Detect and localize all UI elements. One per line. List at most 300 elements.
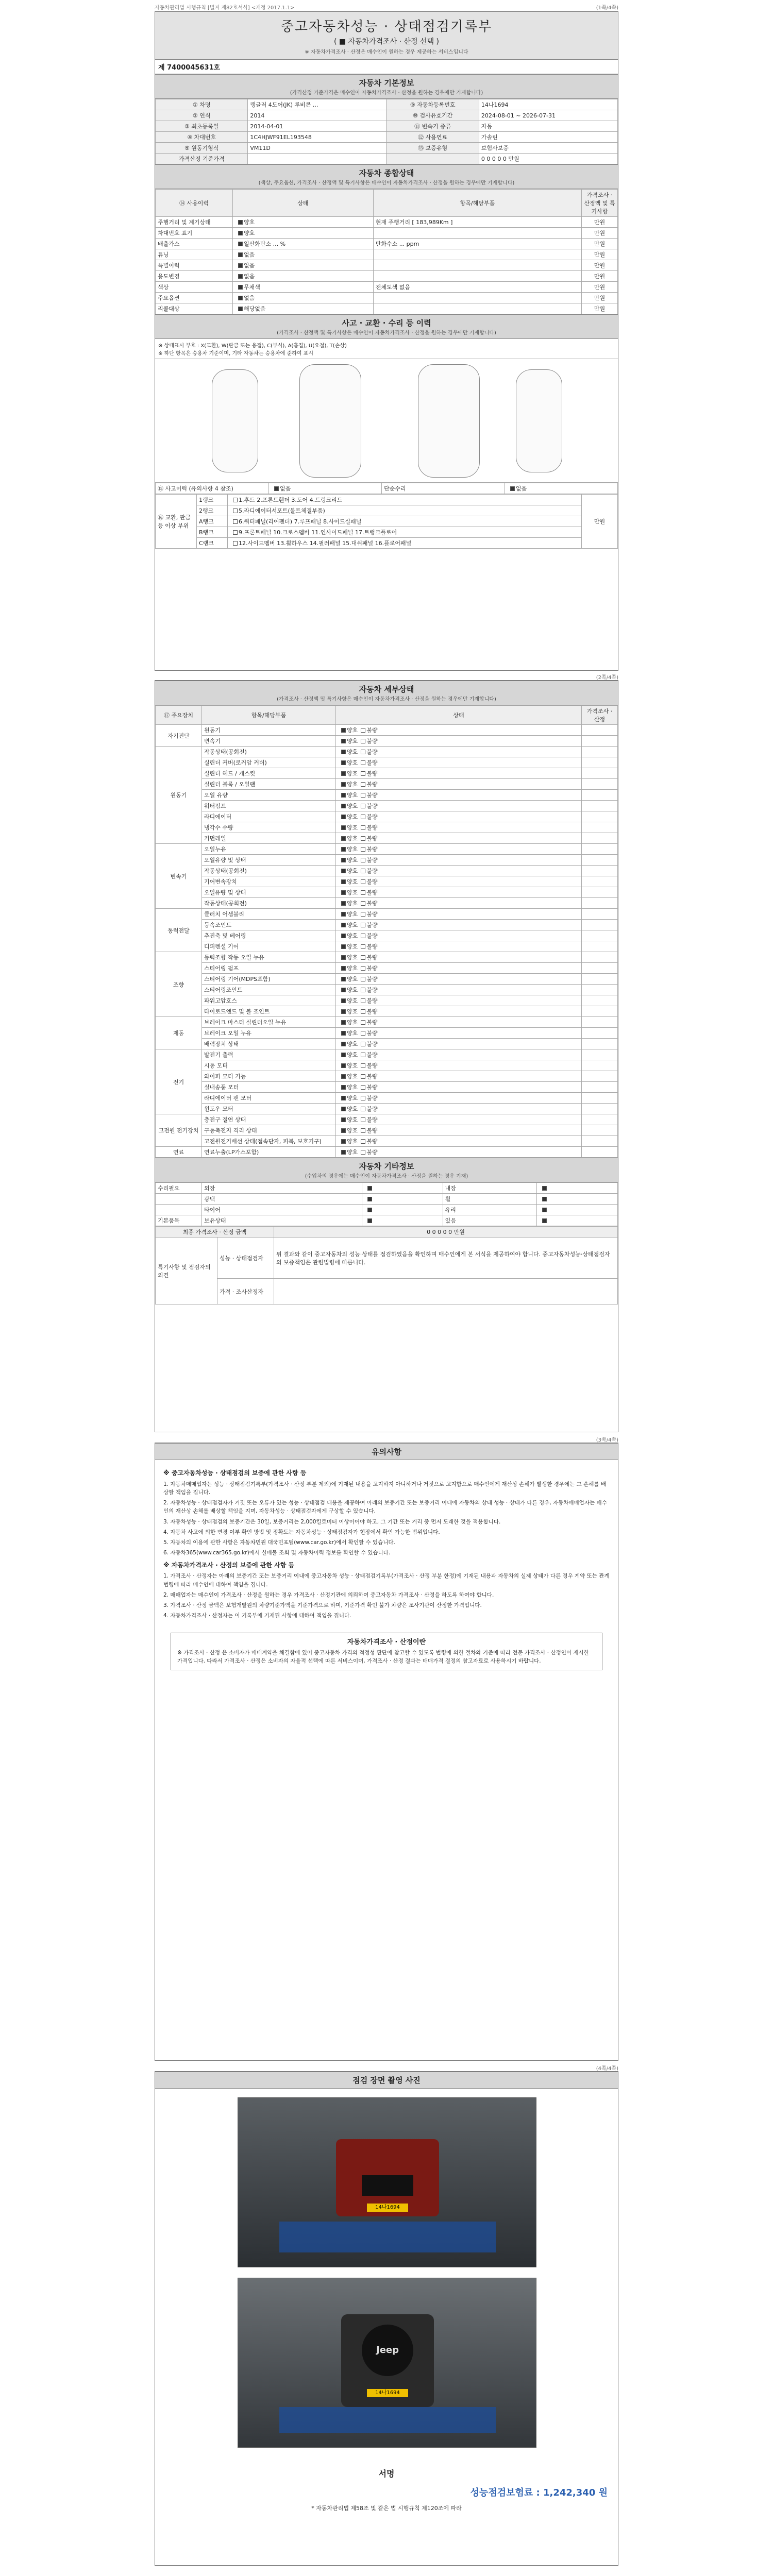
accident-history-label: ⑮ 사고이력 (유의사항 4 참조) <box>156 483 269 494</box>
rank-items-text: 6.쿼터패널(리어펜더) 7.루프패널 8.사이드실패널 <box>239 518 362 525</box>
detail-row <box>156 725 618 736</box>
checkbox-icon[interactable] <box>233 498 238 502</box>
other-info-cell: 있음 <box>443 1215 537 1226</box>
legal-footnote: * 자동차관리법 제58조 및 같은 법 시행규칙 제120조에 따라 <box>311 2505 462 2512</box>
general-status-cell <box>233 249 374 260</box>
detail-item: 실린더 커버(로커암 커버) <box>202 757 336 768</box>
state-label: 불량 <box>366 1095 378 1101</box>
checkbox-icon[interactable] <box>361 1009 365 1014</box>
detail-item: 브레이크 오일 누유 <box>202 1028 336 1039</box>
other-info-state <box>537 1205 618 1215</box>
page-indicator-4: (4쪽/4쪽) <box>596 2066 618 2072</box>
state-label: 양호 <box>347 889 358 896</box>
checkbox-icon[interactable] <box>367 1208 372 1212</box>
rank-row <box>156 516 618 527</box>
detail-header <box>155 681 618 705</box>
signature-block <box>155 2463 618 2515</box>
basic-info-label: ③ 최초등록일 <box>156 121 248 132</box>
checkbox-icon[interactable] <box>542 1197 547 1201</box>
detail-state <box>336 887 582 898</box>
document-header <box>155 12 618 60</box>
rank-row <box>156 527 618 538</box>
checkbox-icon[interactable] <box>367 1197 372 1201</box>
detail-group: 조향 <box>156 952 202 1017</box>
checkbox-icon[interactable] <box>341 750 346 754</box>
checkbox-icon[interactable] <box>341 1063 346 1068</box>
detail-item: 고전원전기배선 상태(접속단자, 피복, 보호기구) <box>202 1136 336 1147</box>
checkbox-icon[interactable] <box>361 1096 365 1100</box>
checkbox-icon[interactable] <box>361 836 365 841</box>
checkbox-icon[interactable] <box>361 879 365 884</box>
checkbox-icon[interactable] <box>341 1096 346 1100</box>
state-label: 양호 <box>347 987 358 993</box>
detail-item: 디퍼렌셜 기어 <box>202 941 336 952</box>
detail-group: 자기진단 <box>156 725 202 747</box>
general-status-cell <box>156 239 233 249</box>
checkbox-icon[interactable] <box>341 1150 346 1155</box>
inspection-photo-rear <box>238 2278 536 2448</box>
state-label: 불량 <box>366 727 378 734</box>
detail-price <box>582 866 618 876</box>
checkbox-icon[interactable] <box>341 825 346 830</box>
license-plate-rear: 14나1694 <box>367 2389 408 2397</box>
detail-price <box>582 1114 618 1125</box>
checkbox-icon[interactable] <box>238 220 243 225</box>
basic-info-table <box>155 99 618 164</box>
general-status-row <box>156 260 618 271</box>
cell-text: 양호 <box>244 219 255 226</box>
price-assessment-box <box>171 1633 602 1670</box>
checkbox-icon[interactable] <box>341 760 346 765</box>
accident-history-value <box>269 483 382 494</box>
detail-price <box>582 1125 618 1136</box>
column-header: 상태 <box>336 706 582 725</box>
general-status-row <box>156 271 618 282</box>
basic-info-label: ⑪ 변속기 종류 <box>386 121 479 132</box>
basic-info-value: 0 0 0 0 0 만원 <box>479 154 617 164</box>
general-status-cell <box>233 239 374 249</box>
checkbox-icon[interactable] <box>361 901 365 906</box>
detail-price <box>582 963 618 974</box>
state-label: 양호 <box>347 1149 358 1156</box>
accident-summary <box>155 483 618 494</box>
detail-note: (가격조사 · 산정액 및 특기사항은 매수인이 자동차가격조사 · 산정을 원하는 경우에만 기재합니다) <box>277 697 496 702</box>
general-status-header <box>155 164 618 189</box>
detail-item: 변속기 <box>202 736 336 747</box>
general-status-cell <box>373 249 581 260</box>
state-label: 양호 <box>347 846 358 853</box>
checkbox-icon[interactable] <box>238 252 243 257</box>
checkbox-icon[interactable] <box>361 1117 365 1122</box>
general-status-cell <box>582 239 618 249</box>
checkbox-icon[interactable] <box>361 825 365 830</box>
checkbox-icon[interactable] <box>233 530 238 535</box>
checkbox-icon[interactable] <box>361 728 365 733</box>
checkbox-icon[interactable] <box>361 815 365 819</box>
rank-row <box>156 538 618 549</box>
basic-info-label: ⑨ 자동차등록번호 <box>386 99 479 110</box>
checkbox-icon[interactable] <box>361 1031 365 1036</box>
checkbox-icon[interactable] <box>341 934 346 938</box>
checkbox-icon[interactable] <box>361 988 365 992</box>
checkbox-icon[interactable] <box>510 486 515 491</box>
checkbox-icon[interactable] <box>341 771 346 776</box>
detail-item: 충전구 절연 상태 <box>202 1114 336 1125</box>
checkbox-icon[interactable] <box>341 966 346 971</box>
detail-group: 동력전달 <box>156 909 202 952</box>
detail-state <box>336 1136 582 1147</box>
detail-row <box>156 1028 618 1039</box>
other-info-cell: 기본품목 <box>156 1215 202 1226</box>
checkbox-icon[interactable] <box>542 1208 547 1212</box>
checkbox-icon[interactable] <box>361 1107 365 1111</box>
basic-info-row <box>156 154 618 164</box>
rank-items-text: 12.사이드멤버 13.휠하우스 14.필러패널 15.대쉬패널 16.플로어패널 <box>239 540 412 547</box>
checkbox-icon[interactable] <box>341 879 346 884</box>
other-info-state <box>537 1183 618 1194</box>
car-right-side-diagram <box>516 369 562 472</box>
checkbox-icon[interactable] <box>341 1020 346 1025</box>
checkbox-icon[interactable] <box>341 923 346 927</box>
detail-state <box>336 811 582 822</box>
checkbox-icon[interactable] <box>238 242 243 246</box>
other-info-cell <box>156 1205 202 1215</box>
detail-state <box>336 844 582 855</box>
checkbox-icon[interactable] <box>341 890 346 895</box>
detail-price <box>582 1147 618 1158</box>
checkbox-icon[interactable] <box>238 263 243 268</box>
state-label: 불량 <box>366 889 378 896</box>
car-left-side-diagram <box>212 369 258 472</box>
rank-label: C랭크 <box>197 538 228 549</box>
checkbox-icon[interactable] <box>341 944 346 949</box>
checkbox-icon[interactable] <box>341 793 346 798</box>
state-label: 양호 <box>347 900 358 907</box>
state-label: 불량 <box>366 965 378 972</box>
other-info-cell: 수리필요 <box>156 1183 202 1194</box>
detail-price <box>582 898 618 909</box>
detail-state <box>336 855 582 866</box>
other-info-row <box>156 1205 618 1215</box>
checkbox-icon[interactable] <box>341 1053 346 1057</box>
checkbox-icon[interactable] <box>361 750 365 754</box>
detail-state <box>336 1104 582 1114</box>
insurance-fee: 성능점검보험료 : 1,242,340 원 <box>470 2487 608 2498</box>
detail-row <box>156 768 618 779</box>
state-label: 불량 <box>366 759 378 766</box>
detail-item: 원동기 <box>202 725 336 736</box>
general-status-row <box>156 228 618 239</box>
other-info-cell: 유리 <box>443 1205 537 1215</box>
checkbox-icon[interactable] <box>361 966 365 971</box>
checkbox-icon[interactable] <box>367 1218 372 1223</box>
checkbox-icon[interactable] <box>361 890 365 895</box>
checkbox-icon[interactable] <box>361 944 365 949</box>
checkbox-icon[interactable] <box>233 519 238 524</box>
checkbox-icon[interactable] <box>233 541 238 546</box>
checkbox-icon[interactable] <box>341 988 346 992</box>
page-indicator-3: (3쪽/4쪽) <box>596 1437 618 1443</box>
other-info-state <box>362 1194 443 1205</box>
column-header: 가격조사 · 산정액 및 특기사항 <box>582 190 618 217</box>
checkbox-icon[interactable] <box>341 728 346 733</box>
appraiser-opinion <box>274 1279 618 1304</box>
detail-state <box>336 995 582 1006</box>
basic-info-value: 2014 <box>248 110 386 121</box>
status-legend <box>155 339 618 359</box>
checkbox-icon[interactable] <box>361 760 365 765</box>
cell-text: 만원 <box>594 295 606 301</box>
state-label: 불량 <box>366 792 378 799</box>
general-status-cell <box>373 271 581 282</box>
detail-state <box>336 747 582 757</box>
general-status-cell <box>233 260 374 271</box>
checkbox-icon[interactable] <box>361 977 365 981</box>
checkbox-icon[interactable] <box>361 998 365 1003</box>
checkbox-icon[interactable] <box>341 1107 346 1111</box>
checkbox-icon[interactable] <box>361 934 365 938</box>
detail-item: 기어변속장치 <box>202 876 336 887</box>
checkbox-icon[interactable] <box>341 998 346 1003</box>
checkbox-icon[interactable] <box>341 1031 346 1036</box>
other-info-title: 자동차 기타정보 <box>359 1162 414 1171</box>
checkbox-icon[interactable] <box>361 912 365 917</box>
detail-price <box>582 1071 618 1082</box>
final-price-amount: 0 0 0 0 0 만원 <box>274 1227 618 1238</box>
checkbox-icon[interactable] <box>341 858 346 862</box>
other-info-row <box>156 1194 618 1205</box>
detail-price <box>582 790 618 801</box>
detail-item: 타이로드엔드 및 볼 조인트 <box>202 1006 336 1017</box>
detail-price <box>582 1136 618 1147</box>
cell-text: 만원 <box>594 262 606 269</box>
cell-text: 만원 <box>594 306 606 312</box>
detail-state <box>336 1114 582 1125</box>
checkbox-icon[interactable] <box>361 869 365 873</box>
checkbox-icon[interactable] <box>341 977 346 981</box>
detail-row <box>156 1082 618 1093</box>
checkbox-icon[interactable] <box>542 1186 547 1191</box>
detail-row <box>156 801 618 811</box>
state-label: 불량 <box>366 1149 378 1156</box>
basic-info-value: 1C4HJWF91EL193548 <box>248 132 386 143</box>
detail-row <box>156 1017 618 1028</box>
header-note: ※ 자동차가격조사 · 산정은 매수인이 원하는 경우 제공하는 서비스입니다 <box>305 49 468 55</box>
checkbox-icon[interactable] <box>341 955 346 960</box>
page-2 <box>155 680 618 1432</box>
checkbox-icon[interactable] <box>361 847 365 852</box>
cell-text: 용도변경 <box>158 273 180 280</box>
accident-history-answer: 없음 <box>280 485 291 492</box>
state-label: 양호 <box>347 749 358 755</box>
document-number: 제 7400045631호 <box>155 60 618 74</box>
price-assessment-title: 자동차가격조사 · 산정이란 <box>347 1638 426 1646</box>
state-label: 양호 <box>347 770 358 777</box>
checkbox-icon[interactable] <box>361 1085 365 1090</box>
checkbox-icon[interactable] <box>238 307 243 311</box>
detail-state <box>336 779 582 790</box>
detail-price <box>582 985 618 995</box>
state-label: 양호 <box>347 943 358 950</box>
detail-item: 워터펌프 <box>202 801 336 811</box>
detail-state <box>336 974 582 985</box>
caution-item: 5. 자동차의 이용에 관한 사항은 자동차민원 대국민포털(www.car.go.kr)에서 확인할 수 있습니다. <box>163 1539 395 1546</box>
checkbox-icon[interactable] <box>361 923 365 927</box>
general-status-cell <box>156 293 233 303</box>
general-status-cell <box>582 228 618 239</box>
detail-row <box>156 963 618 974</box>
state-label: 양호 <box>347 792 358 799</box>
general-status-row <box>156 217 618 228</box>
basic-info-value: 14나1694 <box>479 99 617 110</box>
checkbox-icon[interactable] <box>361 1128 365 1133</box>
detail-state <box>336 1006 582 1017</box>
cell-text: 특별이력 <box>158 262 180 269</box>
checkbox-icon[interactable] <box>367 1186 372 1191</box>
other-info-note: (수입차의 경우에는 매수인이 자동차가격조사 · 산정을 원하는 경우 기재) <box>305 1174 468 1179</box>
basic-info-value: 보험사보증 <box>479 143 617 154</box>
detail-item: 오일누유 <box>202 844 336 855</box>
detail-item: 스티어링 펌프 <box>202 963 336 974</box>
detail-group: 제동 <box>156 1017 202 1049</box>
detail-item: 스티어링 기어(MDPS포함) <box>202 974 336 985</box>
state-label: 양호 <box>347 868 358 874</box>
detail-price <box>582 974 618 985</box>
checkbox-icon[interactable] <box>542 1218 547 1223</box>
general-status-row <box>156 282 618 293</box>
state-label: 불량 <box>366 987 378 993</box>
detail-price <box>582 1049 618 1060</box>
checkbox-icon[interactable] <box>341 836 346 841</box>
cell-text: 색상 <box>158 284 169 291</box>
checkbox-icon[interactable] <box>361 1074 365 1079</box>
checkbox-icon[interactable] <box>233 509 238 513</box>
state-label: 불량 <box>366 900 378 907</box>
checkbox-icon[interactable] <box>341 869 346 873</box>
cell-text: 없음 <box>244 262 255 269</box>
basic-info-label: ⑬ 보증유형 <box>386 143 479 154</box>
checkbox-icon[interactable] <box>361 955 365 960</box>
checkbox-icon[interactable] <box>238 296 243 300</box>
checkbox-icon[interactable] <box>361 793 365 798</box>
general-status-cell <box>233 271 374 282</box>
general-status-cell <box>156 271 233 282</box>
checkbox-icon[interactable] <box>361 1063 365 1068</box>
checkbox-icon[interactable] <box>341 815 346 819</box>
detail-row <box>156 887 618 898</box>
other-info-header <box>155 1158 618 1182</box>
detail-item: 클러치 어셈블리 <box>202 909 336 920</box>
checkbox-icon[interactable] <box>341 782 346 787</box>
detail-state <box>336 1039 582 1049</box>
checkbox-icon[interactable] <box>238 231 243 235</box>
other-info-cell: 광택 <box>202 1194 362 1205</box>
checkbox-icon[interactable] <box>341 901 346 906</box>
lift-platform <box>279 2407 496 2433</box>
general-header-row <box>156 190 618 217</box>
checkbox-icon[interactable] <box>341 1117 346 1122</box>
caution-item: 4. 자동차가격조사 · 산정자는 이 기록부에 기재된 사항에 대하여 책임을 집니다. <box>163 1613 351 1619</box>
detail-item: 냉각수 수량 <box>202 822 336 833</box>
detail-header-row <box>156 706 618 725</box>
detail-item: 오일유량 및 상태 <box>202 855 336 866</box>
detail-item: 실린더 블록 / 오일팬 <box>202 779 336 790</box>
cell-text: 주요옵션 <box>158 295 180 301</box>
checkbox-icon[interactable] <box>341 1009 346 1014</box>
general-status-cell <box>582 293 618 303</box>
car-top-diagram <box>299 364 361 478</box>
detail-item: 시동 모터 <box>202 1060 336 1071</box>
caution-item: 1. 가격조사 · 산정자는 아래의 보증기간 또는 보증거리 이내에 중고자동차 성능 · 상태점검기록부(가격조사 · 산정 부분 한정)에 기재된 내용과 자동차의 실제 상태가 다른 경우 계약 또는 관계법령에 따라 매수인에 대하여 책임을 집니다. <box>163 1573 610 1588</box>
checkbox-icon[interactable] <box>341 1139 346 1144</box>
basic-info-label: ⑩ 검사유효기간 <box>386 110 479 121</box>
basic-info-value: 2014-04-01 <box>248 121 386 132</box>
lift-platform <box>279 2222 496 2252</box>
rank-label: A랭크 <box>197 516 228 527</box>
checkbox-icon[interactable] <box>361 1053 365 1057</box>
basic-info-row <box>156 132 618 143</box>
checkbox-icon[interactable] <box>361 782 365 787</box>
checkbox-icon[interactable] <box>361 1020 365 1025</box>
checkbox-icon[interactable] <box>361 1042 365 1046</box>
checkbox-icon[interactable] <box>238 285 243 290</box>
checkbox-icon[interactable] <box>238 274 243 279</box>
exchange-label: ⑯ 교환, 판금 등 이상 부위 <box>156 495 197 549</box>
checkbox-icon[interactable] <box>341 739 346 743</box>
cell-text: 만원 <box>594 251 606 258</box>
state-label: 불량 <box>366 911 378 918</box>
checkbox-icon[interactable] <box>341 1085 346 1090</box>
checkbox-icon[interactable] <box>361 739 365 743</box>
checkbox-icon[interactable] <box>341 1074 346 1079</box>
general-status-cell <box>582 271 618 282</box>
detail-state <box>336 963 582 974</box>
state-label: 불량 <box>366 1138 378 1145</box>
checkbox-icon[interactable] <box>341 847 346 852</box>
detail-price <box>582 1082 618 1093</box>
detail-state <box>336 1082 582 1093</box>
caution-item: 4. 자동차 사고에 의한 변경 여부 확인 방법 및 정확도는 자동차성능 · 상태점검자가 현장에서 확인 가능한 범위입니다. <box>163 1529 440 1535</box>
state-label: 불량 <box>366 781 378 788</box>
detail-row <box>156 1039 618 1049</box>
detail-item: 파워고압호스 <box>202 995 336 1006</box>
general-status-cell <box>582 217 618 228</box>
opinion-label: 특기사항 및 점검자의 의견 <box>156 1238 217 1304</box>
checkbox-icon[interactable] <box>361 1139 365 1144</box>
state-label: 불량 <box>366 1041 378 1047</box>
general-status-cell <box>373 239 581 249</box>
rank-label: 1랭크 <box>197 495 228 505</box>
state-label: 불량 <box>366 857 378 863</box>
detail-price <box>582 952 618 963</box>
checkbox-icon[interactable] <box>341 804 346 808</box>
state-label: 양호 <box>347 803 358 809</box>
checkbox-icon[interactable] <box>361 858 365 862</box>
checkbox-icon[interactable] <box>341 912 346 917</box>
basic-info-label: ② 연식 <box>156 110 248 121</box>
page-indicator-2: (2쪽/4쪽) <box>596 675 618 681</box>
checkbox-icon[interactable] <box>361 1150 365 1155</box>
checkbox-icon[interactable] <box>341 1042 346 1046</box>
checkbox-icon[interactable] <box>341 1128 346 1133</box>
checkbox-icon[interactable] <box>361 804 365 808</box>
state-label: 양호 <box>347 911 358 918</box>
other-info-state <box>537 1215 618 1226</box>
basic-info-label: ⑫ 사용연료 <box>386 132 479 143</box>
state-label: 불량 <box>366 738 378 744</box>
checkbox-icon[interactable] <box>274 486 279 491</box>
checkbox-icon[interactable] <box>361 771 365 776</box>
